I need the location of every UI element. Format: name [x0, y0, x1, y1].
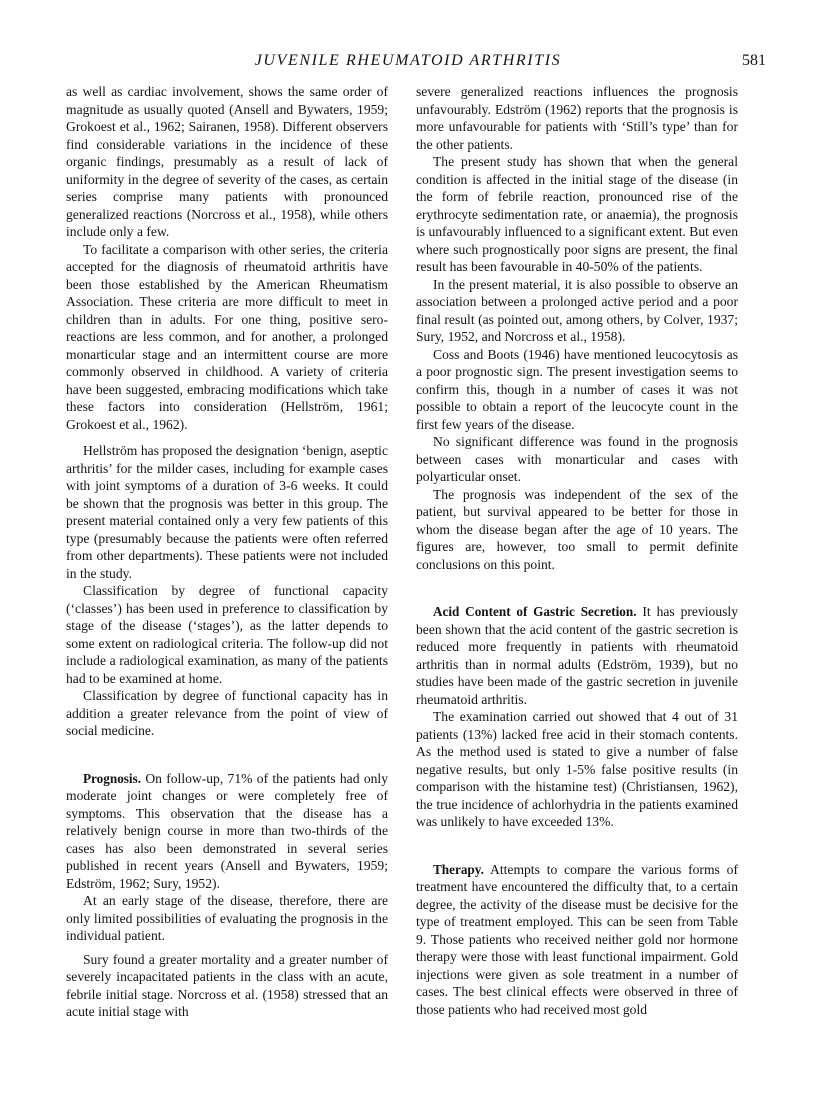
left-column	[66, 83, 388, 1021]
paragraph: severe generalized reactions influences the prognosis unfavourably. Edström (1962) reports that the prognosis is more unfavourable for patients with ‘Still’s type’ than for the other patients.	[416, 84, 738, 152]
running-header	[0, 52, 816, 76]
paragraph: To facilitate a comparison with other series, the criteria accepted for the diagnosis of rheumatoid arthritis have been those established by the American Rheumatism Association. These criteria are more difficult to meet in children than in adults. For one thing, positive sero-reactions are less common, and for another, a prolonged monarticular stage and an intermittent course are more commonly observed in childhood. A variety of criteria have been suggested, embracing modifications which take these factors into consideration (Hellström, 1961; Grokoest et al., 1962).	[66, 241, 388, 432]
paragraph: as well as cardiac involvement, shows the same order of magnitude as usually quoted (Ansell and Bywaters, 1959; Grokoest et al., 1962; Sairanen, 1958). Different observers find considerable variations in the incidence of these organic findings, presumably as a result of lack of uniformity in the degree of severity of the cases, as certain series comprise many patients with pronounced generalized reactions (Norcross et al., 1958), while others include only a few.	[66, 84, 388, 239]
paragraph: Classification by degree of functional capacity has in addition a greater relevance from the point of view of social medicine.	[66, 688, 388, 738]
prognosis-section-paragraph	[66, 770, 388, 893]
paragraph: At an early stage of the disease, therefore, there are only limited possibilities of evaluating the prognosis in the individual patient.	[66, 893, 388, 943]
paragraph-text: Attempts to compare the various forms of treatment have encountered the difficulty that, to a certain degree, the activity of the disease must be decisive for the type of treatment employed. This can be seen from Table 9. Those patients who received neither gold nor hormone therapy were those with least functional impairment. Gold injections were given as sole treatment in a number of cases. The best clinical effects were observed in three of those patients who had received most gold	[416, 861, 738, 1017]
section-heading-therapy: Therapy.	[433, 861, 484, 877]
paragraph: Coss and Boots (1946) have mentioned leucocytosis as a poor prognostic sign. The present investigation seems to confirm this, though in a number of cases it was not possible to obtain a report of the leucocyte count in the first few years of the disease.	[416, 346, 738, 432]
right-column	[416, 83, 738, 1018]
paragraph: In the present material, it is also possible to observe an association between a prolonged active period and a poor final result (as pointed out, among others, by Colver, 1937; Sury, 1952, and Norcross et al., 1958).	[416, 276, 738, 344]
paragraph-text: On follow-up, 71% of the patients had only moderate joint changes or were completely free of symptoms. This observation that the disease has a relatively benign course in more than two-thirds of the cases has also been demonstrated in several series published in recent years (Ansell and Bywaters, 1959; Edström, 1962; Sury, 1952).	[66, 770, 388, 891]
page-number: 581	[742, 52, 766, 69]
section-heading-acid-content: Acid Content of Gastric Secretion.	[433, 604, 637, 619]
therapy-section-paragraph	[416, 861, 738, 1019]
paragraph-text: It has previously been shown that the acid content of the gastric secretion is reduced more frequently in patients with rheumatoid arthritis than in normal adults (Edström, 1939), but no studies have been made of the gastric secretion in juvenile rheumatoid arthritis.	[416, 604, 738, 707]
paragraph: Sury found a greater mortality and a greater number of severely incapacitated patients in the class with an acute, febrile initial stage. Norcross et al. (1958) stressed that an acute initial stage with	[66, 951, 388, 1019]
paragraph: Hellström has proposed the designation ‘benign, aseptic arthritis’ for the milder cases, including for example cases with joint symptoms of a duration of 3-6 weeks. It could be shown that the prognosis was better in this group. The present material contained only a very few patients of this type (presumably because the patients were often referred from other departments). These patients were not included in the study.	[66, 443, 388, 581]
section-heading-prognosis: Prognosis.	[83, 770, 142, 786]
paragraph: Classification by degree of functional capacity (‘classes’) has been used in preference to classification by stage of the disease (‘stages’), as the latter depends to some extent on radiological criteria. The follow-up did not include a radiological examination, as many of the patients had to be examined at home.	[66, 583, 388, 686]
paragraph: The examination carried out showed that 4 out of 31 patients (13%) lacked free acid in their stomach contents. As the method used is stated to give a number of false negative results, but only 1-5% false positive results (in comparison with the histamine test) (Christiansen, 1962), the true incidence of achlorhydria in the patients examined was unlikely to have exceeded 13%.	[416, 709, 738, 829]
paragraph: The prognosis was independent of the sex of the patient, but survival appeared to be better for those in whom the disease began after the age of 10 years. The figures are, however, too small to permit definite conclusions on this point.	[416, 486, 738, 572]
paragraph: No significant difference was found in the prognosis between cases with monarticular and cases with polyarticular onset.	[416, 434, 738, 484]
paragraph: The present study has shown that when the general condition is affected in the initial stage of the disease (in the form of febrile reaction, pronounced rise of the erythrocyte sedimentation rate, or anaemia), the prognosis is unfavourably influenced to a significant extent. But even where such prognostically poor signs are present, the final result has been favourable in 40-50% of the patients.	[416, 154, 739, 274]
running-title: JUVENILE RHEUMATOID ARTHRITIS	[254, 52, 562, 69]
acid-section-paragraph	[416, 603, 738, 708]
